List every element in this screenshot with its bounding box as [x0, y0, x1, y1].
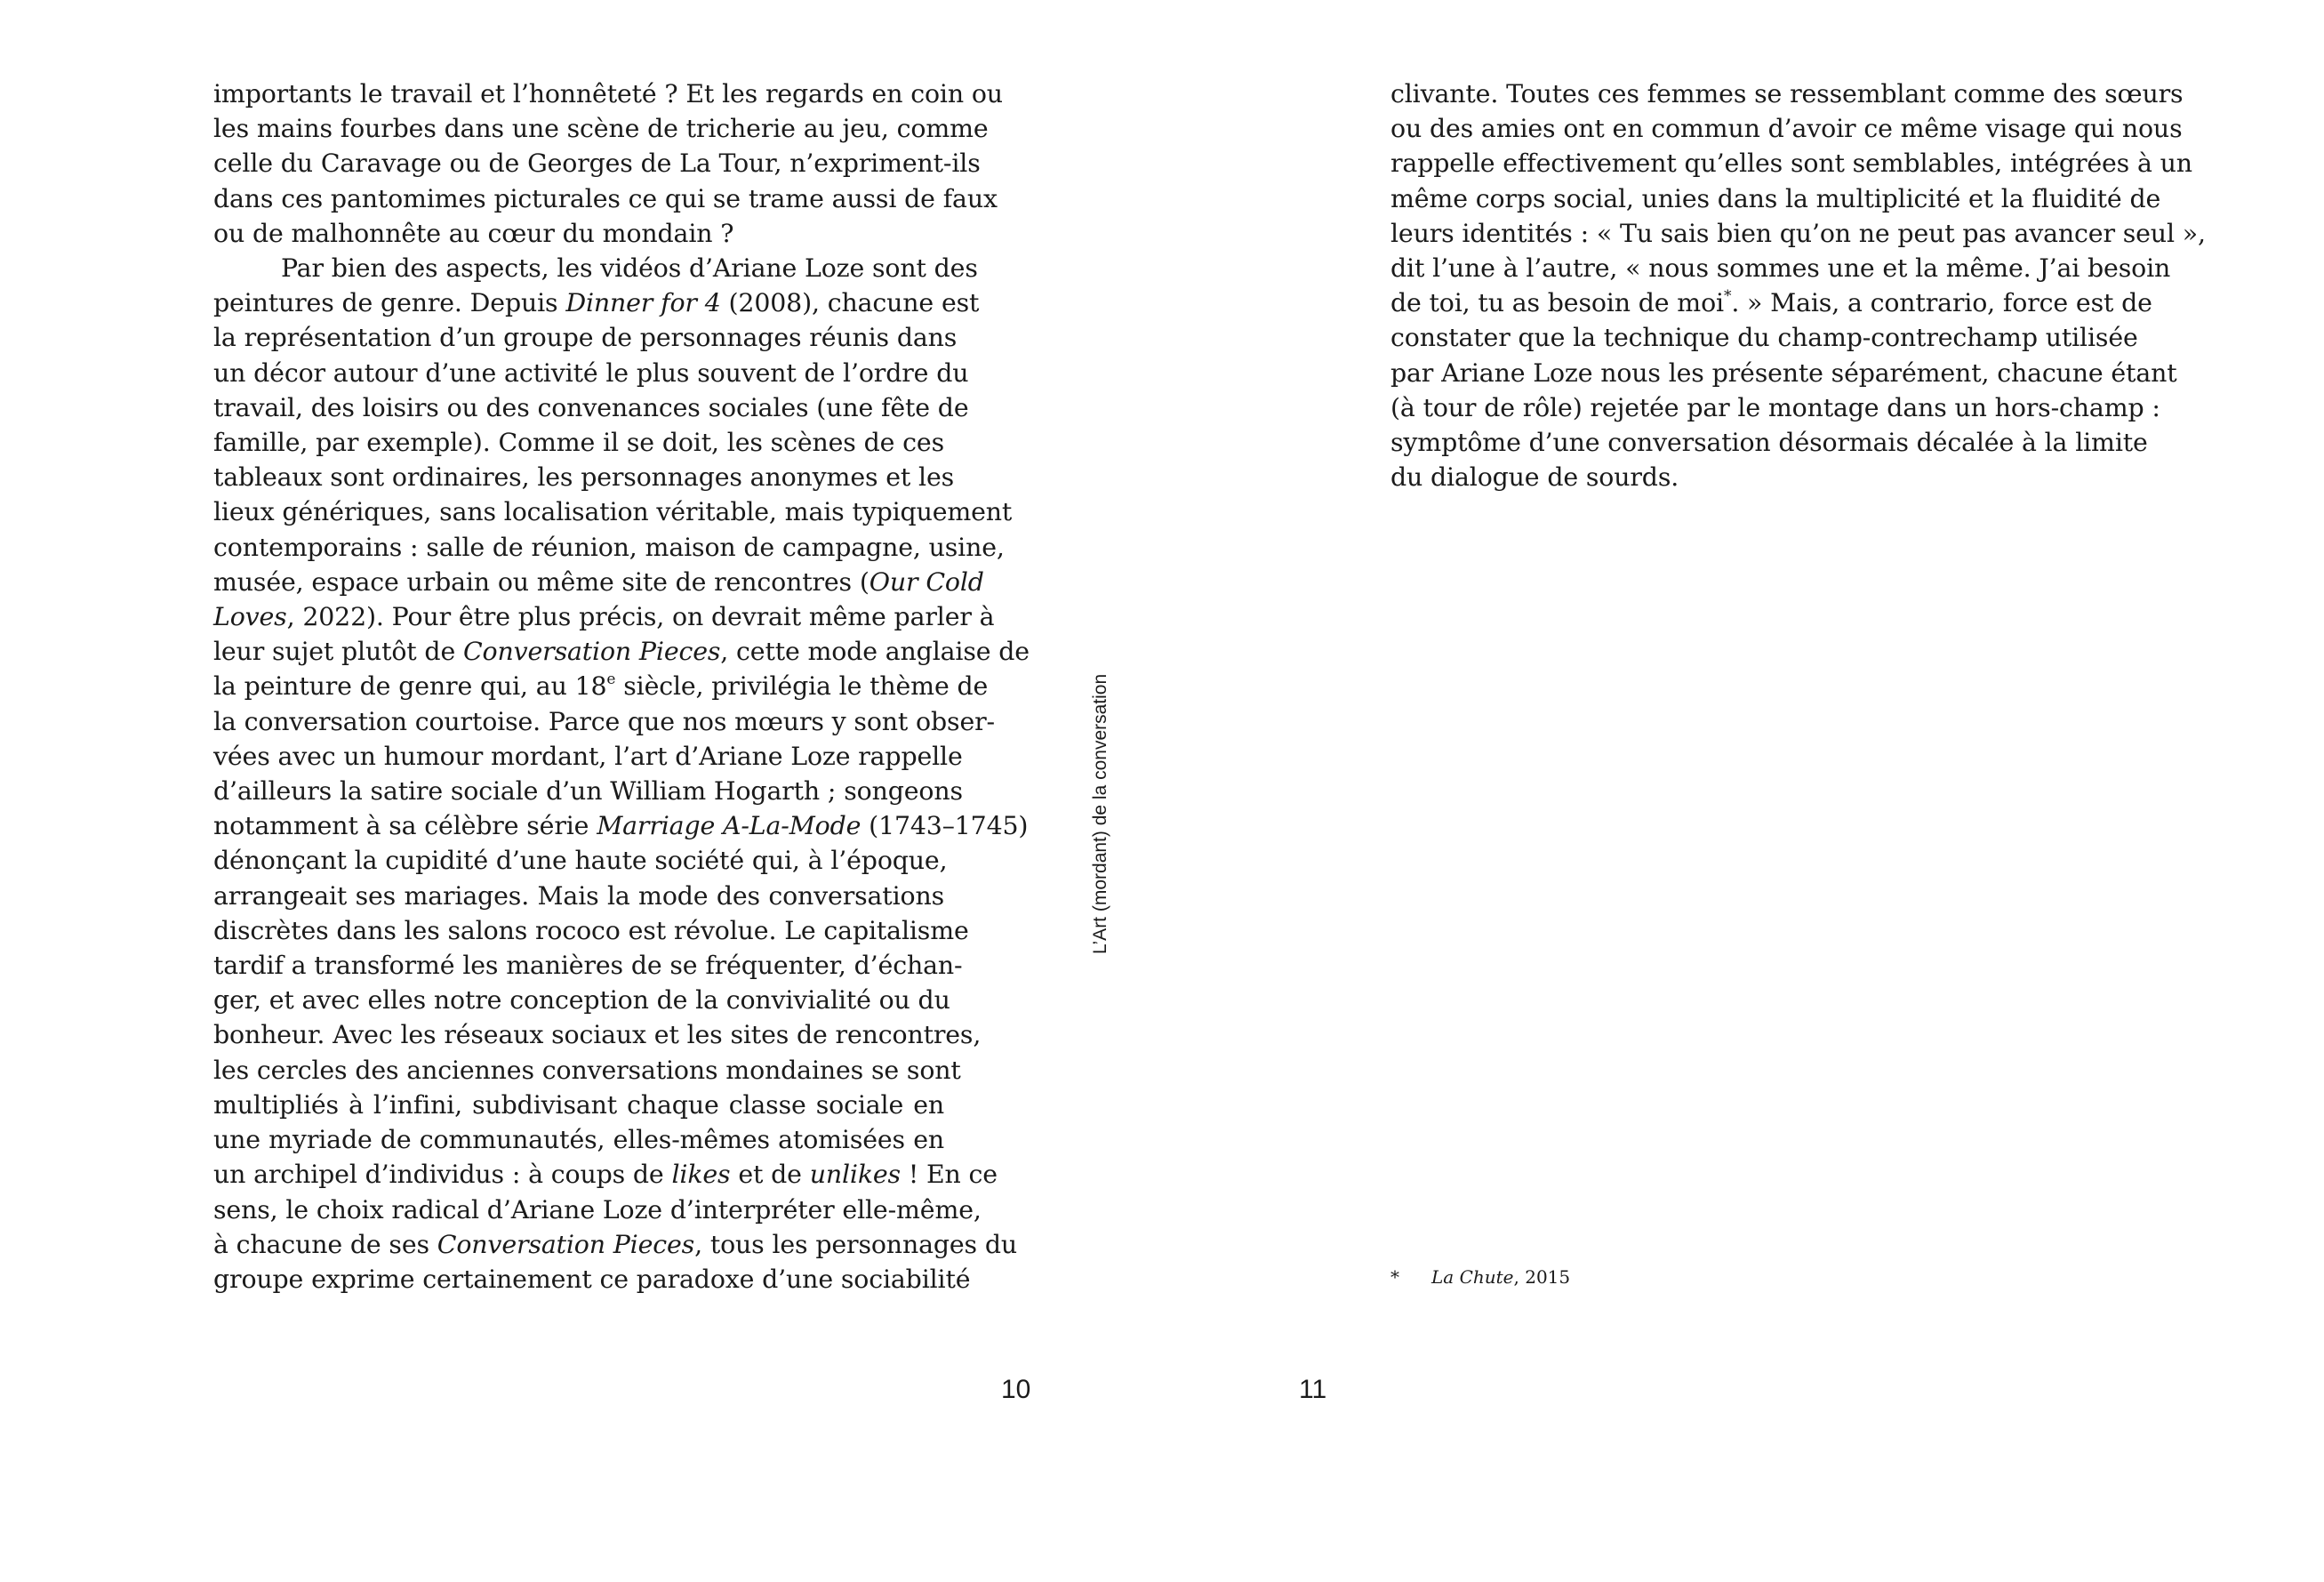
footnote-marker: * [1390, 1266, 1399, 1288]
text-run: notamment à sa célèbre série [213, 811, 597, 841]
text-run: siècle, privilégia le thème de [615, 671, 989, 702]
text-run: leurs identités : « Tu sais bien qu’on ne peut pas avancer seul », [1390, 218, 2206, 248]
text-run: constater que la technique du champ-contrechamp utilisée [1390, 323, 2138, 353]
text-run: groupe exprime certainement ce paradoxe d’une sociabilité [213, 1264, 971, 1294]
text-run: contemporains : salle de réunion, maison de campagne, usine, [213, 532, 1005, 562]
text-run: même corps social, unies dans la multiplicité et la fluidité de [1390, 183, 2161, 213]
text-line [213, 1193, 982, 1227]
italic-text: Conversation Pieces [462, 637, 721, 667]
text-line [213, 774, 963, 808]
text-line [1390, 320, 2138, 355]
text-line [213, 76, 1003, 111]
text-run: travail, des loisirs ou des convenances sociales (une fête de [213, 392, 969, 422]
text-run: , cette mode anglaise de [720, 637, 1030, 667]
text-line [213, 808, 1029, 843]
superscript: e [606, 671, 616, 689]
text-line [1390, 146, 2192, 181]
text-line [1390, 181, 2161, 216]
text-line [213, 356, 969, 390]
text-run: tableaux sont ordinaires, les personnages anonymes et les [213, 462, 955, 493]
text-line [213, 1053, 961, 1088]
text-line [1390, 425, 2148, 460]
text-run: musée, espace urbain ou même site de rencontres ( [213, 566, 869, 597]
text-line [213, 599, 995, 634]
text-run: ou de malhonnête au cœur du mondain ? [213, 218, 734, 248]
text-run: rappelle effectivement qu’elles sont semblables, intégrées à un [1390, 149, 2192, 179]
text-line [213, 565, 984, 599]
text-line [213, 669, 989, 703]
text-line [213, 111, 989, 146]
text-run: à chacune de ses [213, 1229, 437, 1259]
text-line [213, 879, 944, 913]
text-run: la représentation d’un groupe de personnages réunis dans [213, 323, 958, 353]
text-line [1390, 251, 2171, 285]
text-line [213, 1262, 971, 1297]
text-run: les cercles des anciennes conversations mondaines se sont [213, 1055, 961, 1085]
text-run: lieux génériques, sans localisation véritable, mais typiquement [213, 497, 1013, 527]
italic-text: unlikes [809, 1160, 901, 1190]
text-run: (à tour de rôle) rejetée par le montage dans un hors-champ : [1390, 392, 2160, 422]
text-line [213, 843, 948, 878]
left-page-text [213, 76, 1030, 1297]
text-line [213, 181, 998, 216]
text-run: (1743–1745) [861, 811, 1029, 841]
text-run: la peinture de genre qui, au 18 [213, 671, 607, 702]
text-line [213, 285, 980, 320]
text-line [213, 983, 950, 1017]
text-line [213, 425, 944, 460]
text-run: ger, et avec elles notre conception de la convivialité ou du [213, 985, 950, 1016]
text-run: dénonçant la cupidité d’une haute société qui, à l’époque, [213, 846, 948, 876]
text-run: tardif a transformé les manières de se fréquenter, d’échan- [213, 951, 963, 981]
text-line [1390, 460, 2121, 494]
italic-text: Conversation Pieces [437, 1229, 695, 1259]
text-run: vées avec un humour mordant, l’art d’Ariane Loze rappelle [213, 741, 963, 771]
text-run: dit l’une à l’autre, « nous sommes une et la même. J’ai besoin [1390, 253, 2171, 284]
text-run: les mains fourbes dans une scène de tricherie au jeu, comme [213, 114, 989, 144]
footnote-title: La Chute [1431, 1266, 1514, 1288]
text-line [1390, 390, 2160, 425]
text-line [213, 530, 1005, 565]
text-line [213, 146, 981, 181]
italic-text: Dinner for 4 [565, 288, 721, 318]
text-run: ou des amies ont en commun d’avoir ce même visage qui nous [1390, 114, 2183, 144]
text-line [213, 739, 963, 774]
text-line [213, 390, 969, 425]
text-run: sens, le choix radical d’Ariane Loze d’interpréter elle-même, [213, 1194, 982, 1225]
italic-text: Our Cold [869, 566, 984, 597]
text-line [1390, 76, 2184, 111]
text-line [213, 494, 1013, 529]
text-line [1390, 216, 2206, 251]
text-run: un archipel d’individus : à coups de [213, 1160, 672, 1190]
text-run: symptôme d’une conversation désormais décalée à la limite [1390, 428, 2148, 458]
text-run: (2008), chacune est [720, 288, 980, 318]
text-line [1390, 111, 2183, 146]
text-run: importants le travail et l’honnêteté ? Et les regards en coin ou [213, 79, 1003, 108]
text-run: la conversation courtoise. Parce que nos mœurs y sont obser- [213, 706, 995, 736]
page-number-left: 10 [1001, 1375, 1031, 1404]
text-line [213, 320, 958, 355]
text-line [213, 251, 978, 285]
text-line [213, 948, 963, 983]
text-line [213, 1017, 982, 1052]
text-run: multipliés à l’infini, subdivisant chaque classe sociale en [213, 1089, 944, 1120]
text-run: . » Mais, a contrario, force est de [1731, 288, 2152, 318]
footnote [1390, 1265, 1570, 1289]
text-run: , tous les personnages du [694, 1229, 1017, 1259]
footnote-year: , 2015 [1513, 1266, 1571, 1288]
text-run: du dialogue de sourds. [1390, 462, 1679, 493]
text-run: et de [730, 1160, 810, 1190]
italic-text: Loves [213, 602, 287, 632]
text-line [213, 1122, 944, 1157]
text-run: , 2022). Pour être plus précis, on devrait même parler à [286, 602, 995, 632]
text-line [213, 913, 969, 948]
text-run: famille, par exemple). Comme il se doit, les scènes de ces [213, 428, 944, 458]
right-page-text [1390, 76, 2206, 494]
text-line [1390, 356, 2177, 390]
text-run: peintures de genre. Depuis [213, 288, 566, 318]
italic-text: likes [671, 1160, 731, 1190]
text-run: clivante. Toutes ces femmes se ressemblant comme des sœurs [1390, 79, 2184, 108]
text-run: Par bien des aspects, les vidéos d’Ariane Loze sont des [281, 253, 978, 284]
text-run: d’ailleurs la satire sociale d’un William Hogarth ; songeons [213, 776, 963, 807]
text-run: ! En ce [900, 1160, 998, 1190]
running-title: L’Art (mordant) de la conversation [1090, 673, 1110, 954]
text-run: celle du Caravage ou de Georges de La Tour, n’expriment-ils [213, 149, 981, 179]
text-run: un décor autour d’une activité le plus souvent de l’ordre du [213, 357, 969, 388]
text-line [213, 1157, 998, 1192]
text-run: par Ariane Loze nous les présente séparément, chacune étant [1390, 357, 2177, 388]
text-line [213, 460, 955, 494]
text-line [213, 1227, 1017, 1262]
page-number-right: 11 [1299, 1375, 1327, 1404]
text-run: arrangeait ses mariages. Mais la mode des conversations [213, 880, 944, 911]
text-run: bonheur. Avec les réseaux sociaux et les sites de rencontres, [213, 1020, 982, 1050]
superscript: * [1723, 287, 1732, 306]
text-run: de toi, tu as besoin de moi [1390, 288, 1724, 318]
text-line [1390, 285, 2152, 320]
text-run: une myriade de communautés, elles-mêmes atomisées en [213, 1125, 944, 1155]
text-run: leur sujet plutôt de [213, 637, 463, 667]
text-line [213, 1088, 944, 1122]
text-line [213, 216, 944, 251]
text-line [213, 634, 1030, 669]
text-run: discrètes dans les salons rococo est révolue. Le capitalisme [213, 915, 969, 945]
text-run: dans ces pantomimes picturales ce qui se trame aussi de faux [213, 183, 998, 213]
text-line [213, 704, 995, 739]
italic-text: Marriage A-La-Mode [597, 811, 861, 841]
